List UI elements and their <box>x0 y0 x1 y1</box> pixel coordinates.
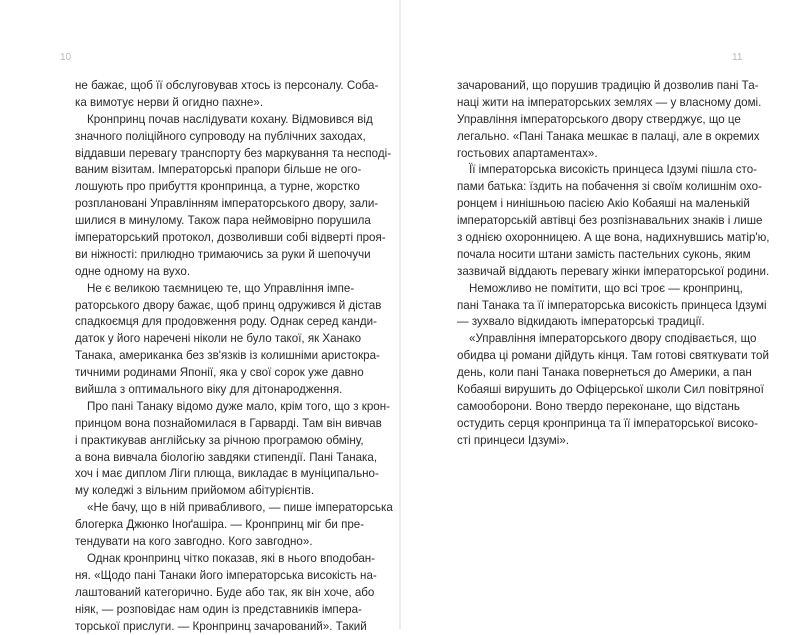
text-line: не бажає, щоб її обслуговував хтось із персоналу. Соба- <box>75 78 353 95</box>
text-line: зазвичай віддають перевагу жінки імператорської родини. <box>457 264 735 281</box>
text-line: одне одному на вухо. <box>75 264 353 281</box>
text-line: ви ніжності: прилюдно тримаючись за руки й шепочучи <box>75 247 353 264</box>
text-line: вийшла з оптимального віку для дітонародження. <box>75 382 353 399</box>
text-line: день, коли пані Танака повернеться до Америки, а пан <box>457 365 735 382</box>
text-line: і практикував англійську за річною програмою обміну, <box>75 433 353 450</box>
text-line: імператорський протокол, дозволивши собі відверті проя- <box>75 230 353 247</box>
text-line: лошують про прибуття кронпринца, а турне, жорстко <box>75 179 353 196</box>
text-line: лаштований категорично. Буде або так, як він хоче, або <box>75 585 353 602</box>
text-line: Кронпринц почав наслідувати кохану. Відмовився від <box>75 112 353 129</box>
text-line: Не є великою таємницею те, що Управління імпе- <box>75 281 353 298</box>
text-line: Кобаяші вирушить до Офіцерської школи Сил повітряної <box>457 382 735 399</box>
text-line: хоч і має диплом Ліги плюща, викладає в муніципально- <box>75 466 353 483</box>
text-line: блогерка Джюнко Іноґашіра. — Кронпринц міг би пре- <box>75 517 353 534</box>
text-line: легально. «Пані Танака мешкає в палаці, але в окремих <box>457 129 735 146</box>
text-line: «Управління імператорського двору сподівається, що <box>457 331 735 348</box>
text-line: ка вимотує нерви й огидно пахне». <box>75 95 353 112</box>
text-line: ронцем і нинішньою пасією Акіо Кобаяші на маленькій <box>457 196 735 213</box>
text-line: ня. «Щодо пані Танаки його імператорська високість на- <box>75 568 353 585</box>
text-line: віддавши перевагу транспорту без маркування та несподі- <box>75 146 353 163</box>
text-line: Управління імператорського двору стверджує, що це <box>457 112 735 129</box>
text-line: з однією охоронницею. А ще вона, надихнувшись матір'ю, <box>457 230 735 247</box>
text-line: почала носити штани замість пастельних суконь, яким <box>457 247 735 264</box>
text-line: Танака, американка без зв'язків із колишніми аристокра- <box>75 348 353 365</box>
text-line: значного поліційного супроводу на публічних заходах, <box>75 129 353 146</box>
text-line: остудить серця кронпринца та її імператорської високо- <box>457 416 735 433</box>
text-line: — зухвало відкидають імператорські традиції. <box>457 314 735 331</box>
text-line: ніяк, — розповідає нам один із представників імпера- <box>75 602 353 619</box>
text-line: гостьових апартаментах». <box>457 146 735 163</box>
text-line: тичними родинами Японії, яка у свої сорок уже давно <box>75 365 353 382</box>
page-number-right: 11 <box>732 52 742 63</box>
text-line: спадкоємця для продовження роду. Однак серед канди- <box>75 314 353 331</box>
text-line: Про пані Танаку відомо дуже мало, крім того, що з крон- <box>75 399 353 416</box>
text-line: Її імператорська високість принцеса Ідзумі пішла сто- <box>457 162 735 179</box>
text-line: «Не бачу, що в ній привабливого, — пише імператорська <box>75 500 353 517</box>
text-line: торської прислуги. — Кронпринц зачарований». Такий <box>75 619 353 635</box>
right-page-text <box>457 78 735 450</box>
text-line: даток у його наречені ніколи не було такої, як Ханако <box>75 331 353 348</box>
text-line: пані Танака та її імператорська високість принцеса Ідзумі <box>457 298 735 315</box>
text-line: ваним візитам. Імператорські прапори більше не ого- <box>75 162 353 179</box>
page-number-left: 10 <box>60 52 71 63</box>
text-line: шилися в минулому. Також пара неймовірно порушила <box>75 213 353 230</box>
text-line: Неможливо не помітити, що всі троє — кронпринц, <box>457 281 735 298</box>
text-line: а вона вивчала біологію завдяки стипендії. Пані Танака, <box>75 450 353 467</box>
text-line: самооборони. Воно твердо переконане, що відстань <box>457 399 735 416</box>
text-line: імператорській автівці без розпізнавальних знаків і лише <box>457 213 735 230</box>
text-line: пами батька: їздить на побачення зі своїм колишнім охо- <box>457 179 735 196</box>
left-page-text <box>75 78 353 635</box>
text-line: розплановані Управлінням імператорського двору, зали- <box>75 196 353 213</box>
text-line: наці жити на імператорських землях — у власному домі. <box>457 95 735 112</box>
text-line: зачарований, що порушив традицію й дозволив пані Та- <box>457 78 735 95</box>
text-line: тендувати на кого завгодно. Кого завгодно». <box>75 534 353 551</box>
text-line: му коледжі з вільним прийомом абітурієнтів. <box>75 483 353 500</box>
right-page <box>400 0 800 629</box>
text-line: принцом вона познайомилася в Гарварді. Там він вивчав <box>75 416 353 433</box>
text-line: сті принцеси Ідзумі». <box>457 433 735 450</box>
text-line: раторського двору бажає, щоб принц одружився й дістав <box>75 298 353 315</box>
left-page <box>0 0 400 629</box>
text-line: обидва ці романи дійдуть кінця. Там готові святкувати той <box>457 348 735 365</box>
text-line: Однак кронпринц чітко показав, які в нього вподобан- <box>75 551 353 568</box>
